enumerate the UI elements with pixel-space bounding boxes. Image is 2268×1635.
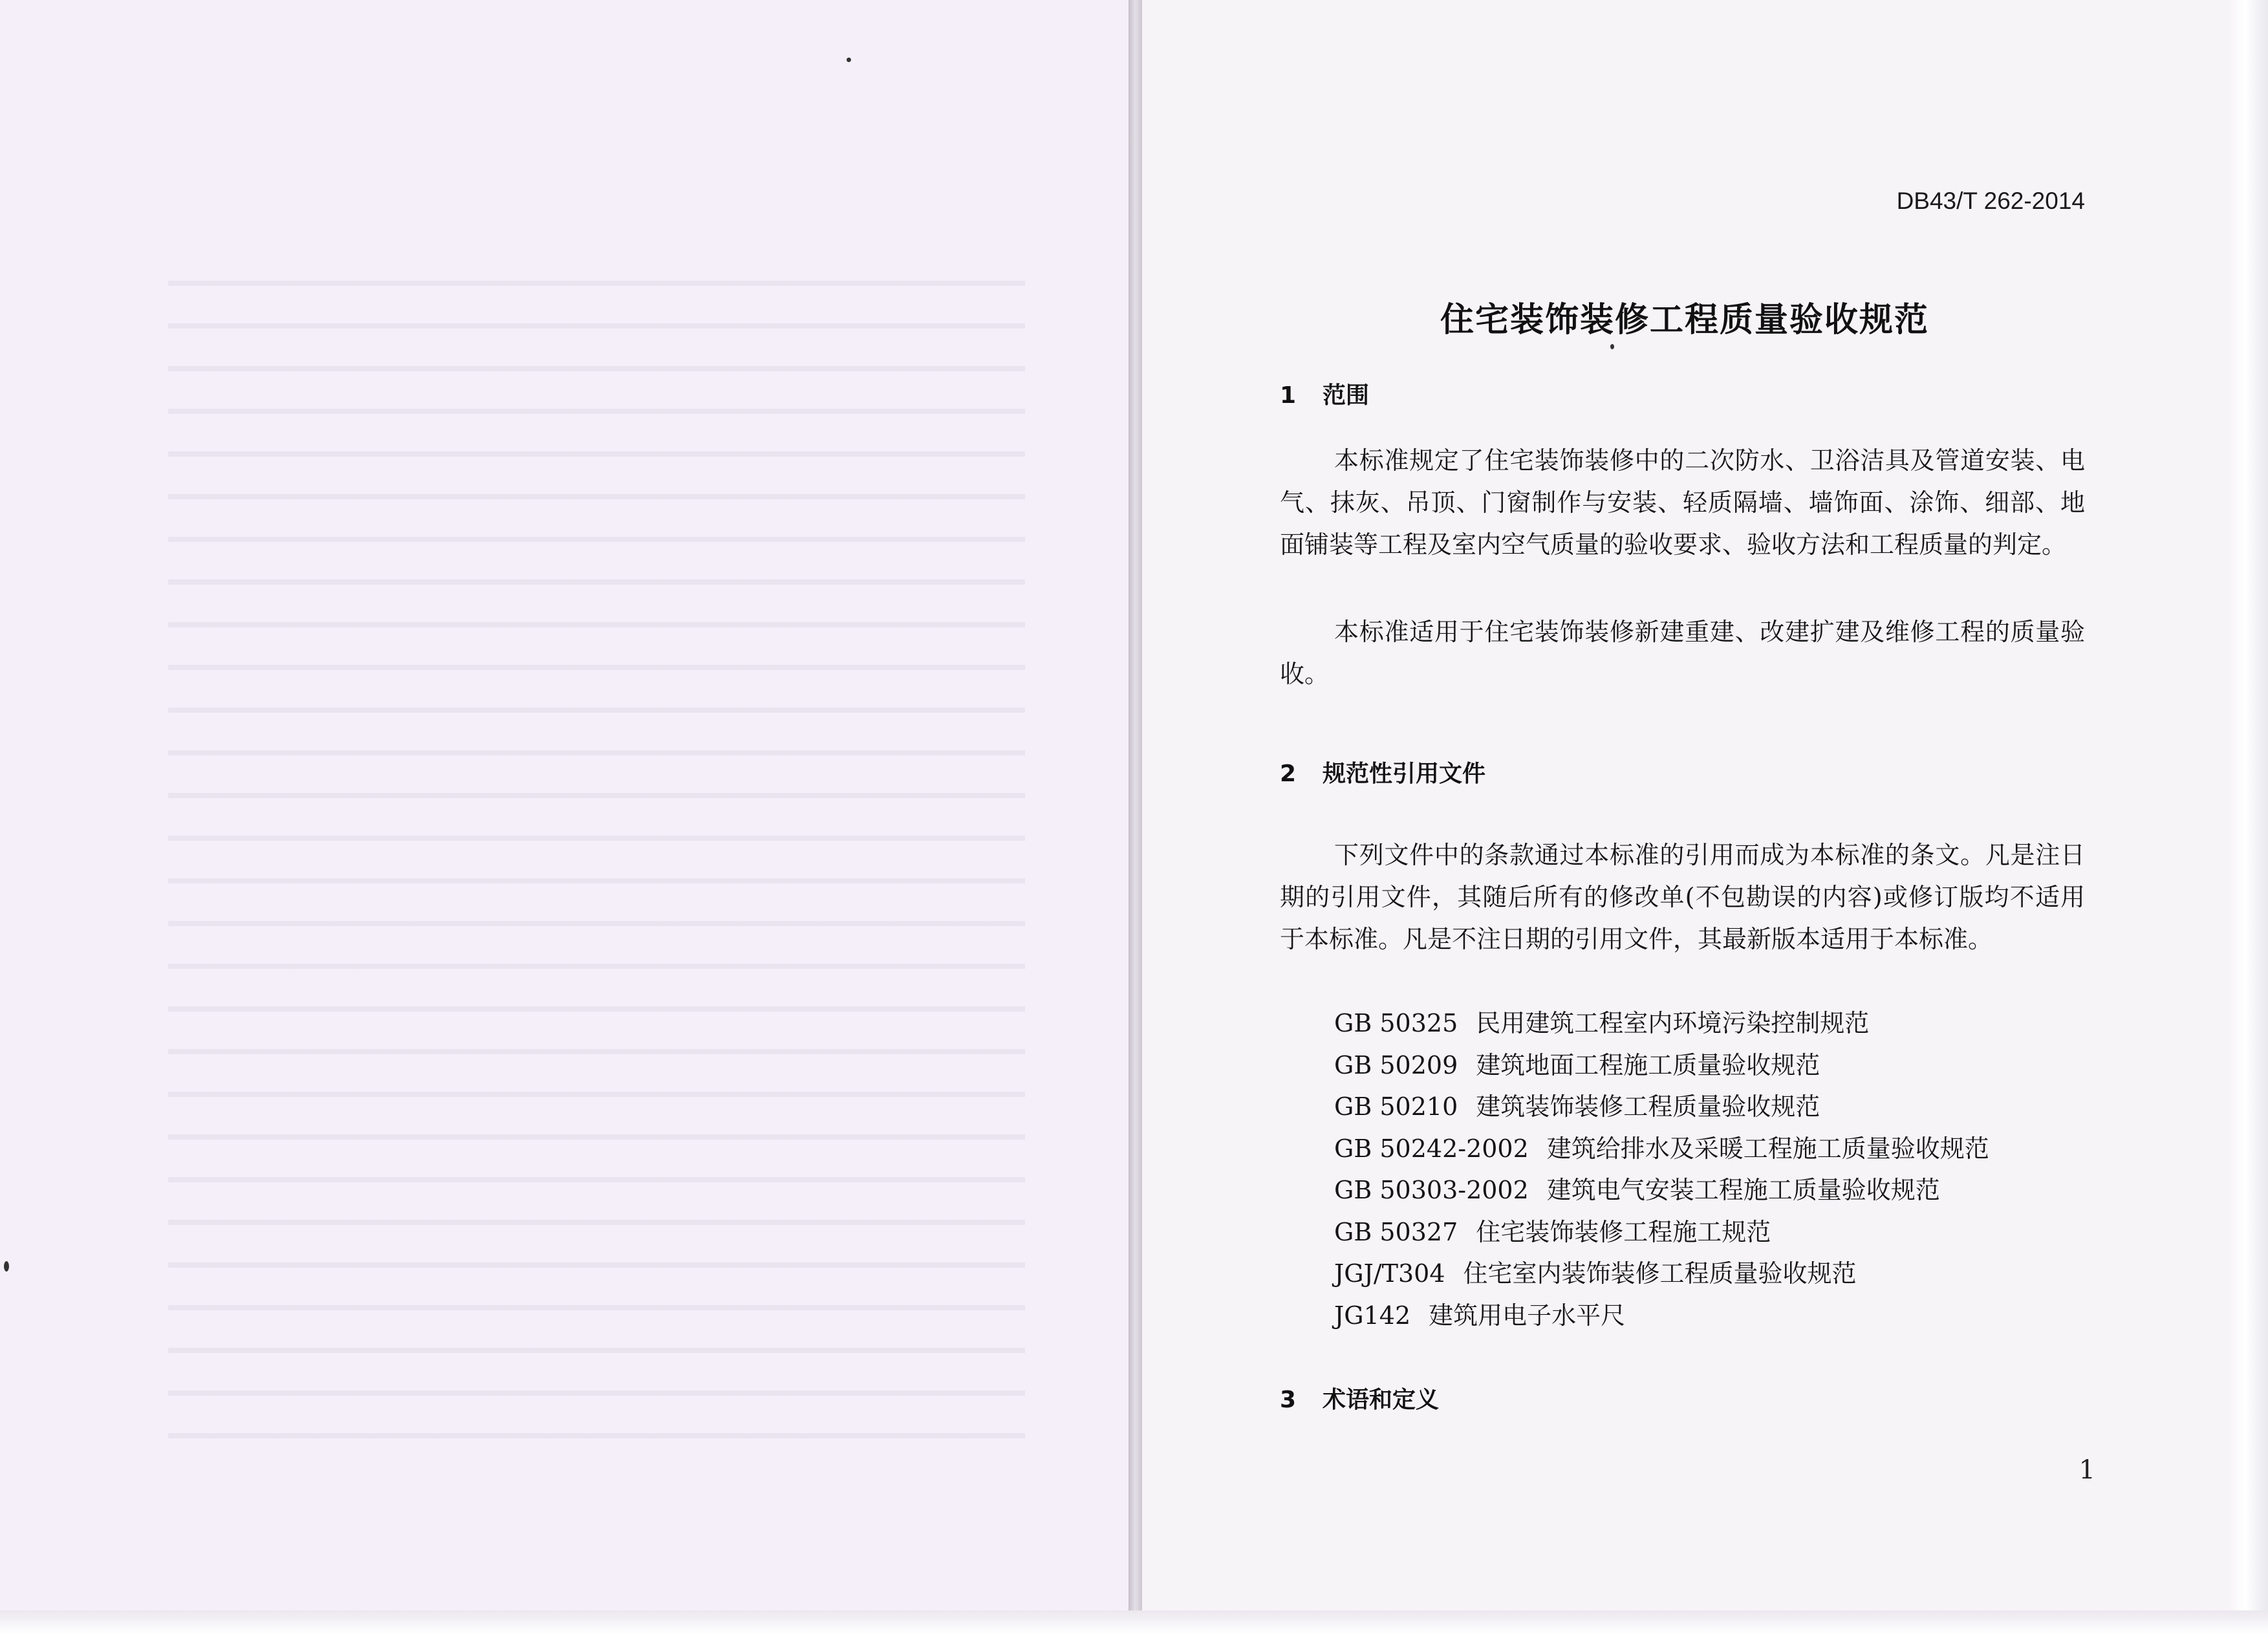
page-edge — [2229, 0, 2268, 1635]
scan-speck — [847, 58, 851, 62]
reference-code: GB 50325 — [1334, 1009, 1458, 1037]
reference-item — [1334, 1086, 2110, 1128]
document-code: DB43/T 262-2014 — [1896, 188, 2085, 214]
left-page — [0, 0, 1129, 1635]
reference-item — [1334, 1253, 2110, 1295]
reference-name: 建筑地面工程施工质量验收规范 — [1476, 1050, 1820, 1079]
reference-code: GB 50327 — [1334, 1217, 1458, 1246]
references-intro-paragraph: 下列文件中的条款通过本标准的引用而成为本标准的条文。凡是注日期的引用文件，其随后所有的修改单(不包勘误的内容)或修订版均不适用于本标准。凡是不注日期的引用文件，其最新版本适用于本标准。 — [1280, 841, 2085, 953]
section-number: 3 — [1280, 1387, 1297, 1413]
section-number: 2 — [1280, 761, 1297, 787]
book-gutter — [1129, 0, 1142, 1635]
scope-paragraph-1: 本标准规定了住宅装饰装修中的二次防水、卫浴洁具及管道安装、电气、抹灰、吊顶、门窗制作与安装、轻质隔墙、墙饰面、涂饰、细部、地面铺装等工程及室内空气质量的验收要求、验收方法和工程质量的判定。 — [1280, 446, 2085, 559]
reference-item — [1334, 1295, 2110, 1337]
section-title: 范围 — [1323, 382, 1370, 409]
section-heading-normative-references — [1280, 755, 1485, 788]
section-heading-terms-definitions — [1280, 1381, 1439, 1414]
reference-item — [1334, 1002, 2110, 1045]
reference-item — [1334, 1045, 2110, 1087]
scope-paragraph-2: 本标准适用于住宅装饰装修新建重建、改建扩建及维修工程的质量验收。 — [1280, 618, 2085, 688]
reference-name: 民用建筑工程室内环境污染控制规范 — [1476, 1009, 1870, 1037]
reference-name: 住宅装饰装修工程施工规范 — [1476, 1217, 1771, 1246]
scan-speck — [1610, 344, 1614, 349]
reference-code: JGJ/T304 — [1334, 1259, 1445, 1288]
reference-name: 建筑用电子水平尺 — [1429, 1301, 1626, 1330]
section-number: 1 — [1280, 382, 1297, 409]
reference-code: GB 50242-2002 — [1334, 1134, 1529, 1163]
show-through-text — [0, 0, 1129, 1635]
scan-speck — [4, 1261, 9, 1272]
reference-code: JG142 — [1334, 1301, 1411, 1330]
section-title: 规范性引用文件 — [1323, 761, 1486, 787]
reference-code: GB 50209 — [1334, 1050, 1458, 1079]
section-title: 术语和定义 — [1323, 1387, 1440, 1413]
reference-name: 建筑给排水及采暖工程施工质量验收规范 — [1546, 1134, 1989, 1163]
reference-item — [1334, 1211, 2110, 1253]
section-heading-scope — [1280, 377, 1369, 410]
reference-name: 建筑装饰装修工程质量验收规范 — [1476, 1092, 1820, 1121]
reference-item — [1334, 1169, 2110, 1211]
reference-name: 建筑电气安装工程施工质量验收规范 — [1546, 1176, 1940, 1204]
document-title: 住宅装饰装修工程质量验收规范 — [1440, 301, 1929, 340]
reference-code: GB 50303-2002 — [1334, 1176, 1529, 1204]
reference-list — [1334, 1002, 2110, 1336]
reference-name: 住宅室内装饰装修工程质量验收规范 — [1463, 1259, 1857, 1288]
scan-bottom-edge — [0, 1610, 2268, 1635]
reference-code: GB 50210 — [1334, 1092, 1458, 1121]
page-number: 1 — [2079, 1455, 2095, 1485]
reference-item — [1334, 1128, 2110, 1170]
